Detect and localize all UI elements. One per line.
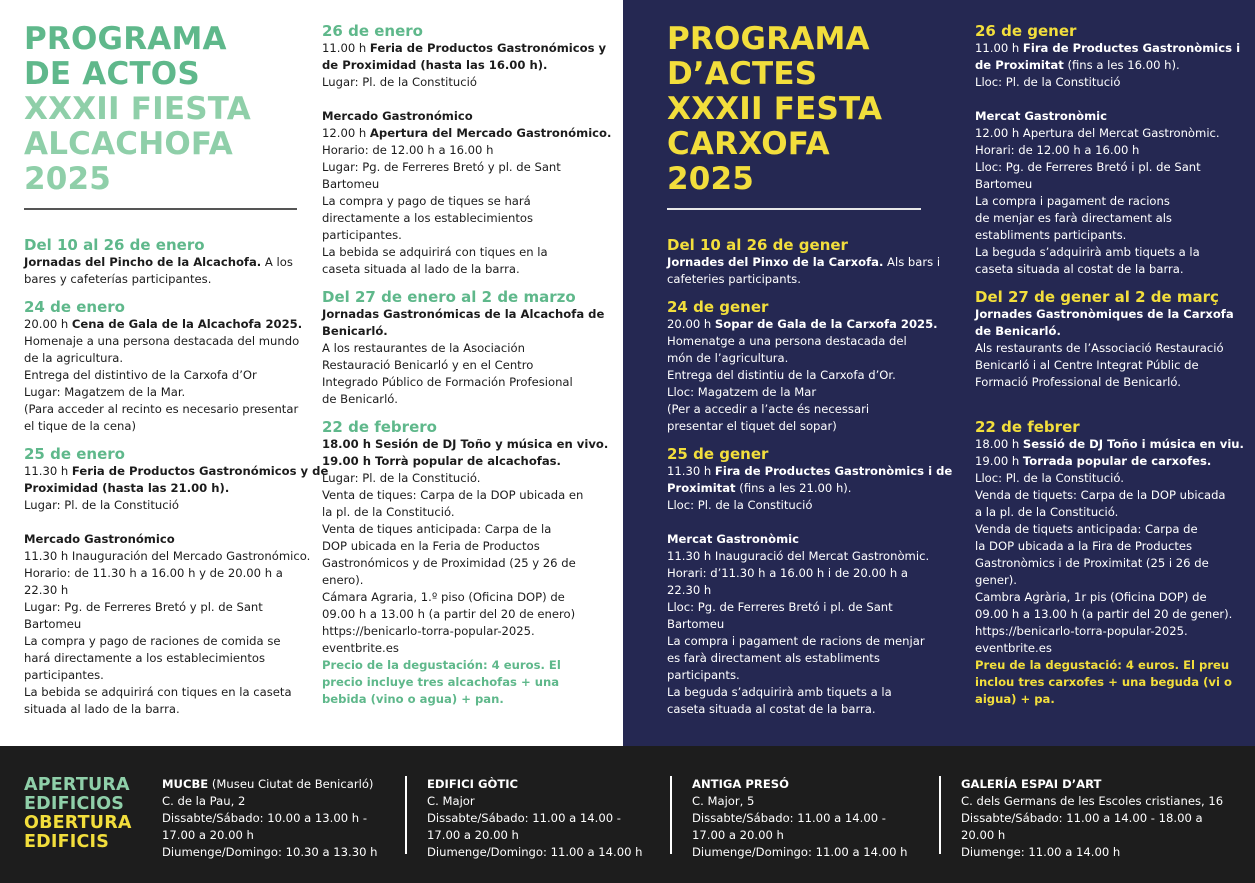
es-event-line: (Para acceder al recinto es necesario presentar [24, 402, 299, 416]
va-event-line: Benicarló i al Centre Integrat Públic de [975, 358, 1199, 372]
footer-title-line: APERTURA [24, 775, 130, 795]
va-program-title [667, 22, 947, 197]
es-event-line: Lugar: Pg. de Ferreres Bretó y pl. de Sant [322, 160, 561, 174]
es-event-line: Cámara Agraria, 1.º piso (Oficina DOP) de [322, 590, 565, 604]
va-event-line: la DOP ubicada a la Fira de Productes [975, 539, 1193, 553]
va-event-line: Gastronòmics i de Proximitat (25 i 26 de [975, 556, 1209, 570]
es-event-line: hará directamente a los establecimientos [24, 651, 266, 665]
es-event-line: Gastronómicos y de Proximidad (25 y 26 de [322, 556, 576, 570]
va-event-line: de Benicarló. [975, 324, 1061, 338]
es-event-line: La bebida se adquirirá con tiques en la caseta [24, 685, 292, 699]
es-section-heading: 26 de enero [322, 22, 423, 40]
va-event-line: participants. [667, 668, 740, 682]
es-subsection-heading: Mercado Gastronómico [322, 109, 473, 123]
es-title-line: 2025 [24, 161, 112, 197]
es-event-line: de Proximidad (hasta las 16.00 h). [322, 58, 548, 72]
es-subsection-heading: Mercado Gastronómico [24, 532, 175, 546]
opening-buildings-footer [0, 746, 1255, 883]
es-title-line: DE ACTOS [24, 56, 200, 92]
es-event-line: de la agricultura. [24, 351, 124, 365]
va-event-line: https://benicarlo-torra-popular-2025. [975, 624, 1188, 638]
es-event-line: La compra y pago de raciones de comida se [24, 634, 281, 648]
es-event-line: 11.00 h Feria de Productos Gastronómicos y [322, 41, 607, 55]
va-event-line: La compra i pagament de racions [975, 194, 1170, 208]
va-event-line: Als restaurants de l’Associació Restauració [975, 341, 1224, 355]
building-hours: Dissabte/Sábado: 10.00 a 13.00 h - [162, 811, 368, 825]
building-name: MUCBE (Museu Ciutat de Benicarló) [162, 777, 374, 791]
va-event-line: 18.00 h Sessió de DJ Toño i música en viu. [975, 437, 1244, 451]
va-subsection-heading: Mercat Gastronòmic [667, 532, 800, 546]
va-event-line: Venda de tiquets anticipada: Carpa de [975, 522, 1198, 536]
es-event-line: Lugar: Pl. de la Constitució. [322, 471, 481, 485]
es-event-line: eventbrite.es [322, 641, 399, 655]
es-event-line: 19.00 h Torrà popular de alcachofas. [322, 454, 561, 468]
es-event-line: Jornadas del Pincho de la Alcachofa. A los [24, 255, 293, 269]
building-address: C. de la Pau, 2 [162, 794, 246, 808]
building-name: EDIFICI GÒTIC [427, 777, 519, 791]
es-event-line: Homenaje a una persona destacada del mundo [24, 334, 300, 348]
va-title-line: 2025 [667, 161, 755, 197]
footer-divider [939, 776, 941, 854]
es-event-line: Lugar: Magatzem de la Mar. [24, 385, 186, 399]
va-title-line: CARXOFA [667, 126, 830, 162]
es-event-line: participantes. [24, 668, 104, 682]
es-column-1 [24, 0, 329, 718]
footer-title-line: EDIFICIS [24, 832, 110, 852]
es-event-line: 22.30 h [24, 583, 69, 597]
va-section-heading: Del 27 de gener al 2 de març [975, 288, 1219, 306]
building-hours: Diumenge/Domingo: 11.00 a 14.00 h [692, 845, 908, 859]
va-section-heading: 25 de gener [667, 445, 769, 463]
va-event-line: Jornades Gastronòmiques de la Carxofa [975, 307, 1234, 321]
building-hours: Diumenge: 11.00 a 14.00 h [961, 845, 1121, 859]
es-price-line: Precio de la degustación: 4 euros. El [322, 658, 561, 672]
building-hours: 17.00 a 20.00 h [427, 828, 519, 842]
va-event-line: Bartomeu [975, 177, 1033, 191]
va-event-line: La beguda s’adquirirà amb tiquets a la [667, 685, 892, 699]
es-title-line: XXXII FIESTA [24, 91, 251, 127]
es-event-line: directamente a los establecimientos [322, 211, 534, 225]
va-event-line: Formació Professional de Benicarló. [975, 375, 1181, 389]
va-section-heading: 26 de gener [975, 22, 1077, 40]
va-event-line: Bartomeu [667, 617, 725, 631]
va-event-line: gener). [975, 573, 1017, 587]
va-event-line: de menjar es farà directament als [975, 211, 1172, 225]
building-address: C. dels Germans de les Escoles cristianes, 16 [961, 794, 1224, 808]
va-event-line: eventbrite.es [975, 641, 1052, 655]
es-event-line: 11.30 h Feria de Productos Gastronómicos y de [24, 464, 329, 478]
va-event-line: presentar el tiquet del sopar) [667, 419, 837, 433]
es-event-line: 09.00 h a 13.00 h (a partir del 20 de enero) [322, 607, 576, 621]
es-event-line: caseta situada al lado de la barra. [322, 262, 520, 276]
es-title-line: PROGRAMA [24, 21, 227, 57]
es-event-line: Proximidad (hasta las 21.00 h). [24, 481, 230, 495]
building-block-antiga-preso [692, 776, 908, 861]
es-event-line: la pl. de la Constitució. [322, 505, 455, 519]
va-price-line: inclou tres carxofes + una beguda (vi o [975, 675, 1232, 689]
building-hours: Dissabte/Sábado: 11.00 a 14.00 - 18.00 a [961, 811, 1203, 825]
es-event-line: bares y cafeterías participantes. [24, 272, 212, 286]
footer-title-line: OBERTURA [24, 813, 132, 833]
va-event-line: 19.00 h Torrada popular de carxofes. [975, 454, 1212, 468]
va-event-line: Lloc: Magatzem de la Mar [667, 385, 817, 399]
va-event-line: Venda de tiquets: Carpa de la DOP ubicada [975, 488, 1226, 502]
es-price-line: precio incluye tres alcachofas + una [322, 675, 560, 689]
va-price-line: aigua) + pa. [975, 692, 1055, 706]
va-event-line: caseta situada al costat de la barra. [975, 262, 1184, 276]
es-event-line: Integrado Público de Formación Profesional [322, 375, 573, 389]
es-event-line: Jornadas Gastronómicas de la Alcachofa de [322, 307, 605, 321]
es-event-line: Venta de tiques anticipada: Carpa de la [322, 522, 552, 536]
es-event-line: Restauració Benicarló y en el Centro [322, 358, 534, 372]
es-section-heading: 22 de febrero [322, 418, 437, 436]
va-section-heading: Del 10 al 26 de gener [667, 236, 848, 254]
va-price-line: Preu de la degustació: 4 euros. El preu [975, 658, 1230, 672]
va-title-line: PROGRAMA [667, 21, 870, 57]
va-event-line: 11.30 h Fira de Productes Gastronòmics i de [667, 464, 953, 478]
va-event-line: a la pl. de la Constitució. [975, 505, 1119, 519]
valencian-program-panel [623, 0, 1255, 746]
es-section-heading: Del 10 al 26 de enero [24, 236, 205, 254]
va-event-line: Entrega del distintiu de la Carxofa d’Or. [667, 368, 896, 382]
es-event-line: DOP ubicada en la Feria de Productos [322, 539, 540, 553]
es-section-heading: Del 27 de enero al 2 de marzo [322, 288, 576, 306]
va-event-line: Horari: de 12.00 h a 16.00 h [975, 143, 1140, 157]
es-event-line: 11.30 h Inauguración del Mercado Gastronómico. [24, 549, 311, 563]
va-event-line: (Per a accedir a l’acte és necessari [667, 402, 870, 416]
va-event-line: Jornades del Pinxo de la Carxofa. Als bars i [667, 255, 941, 269]
es-event-line: situada al lado de la barra. [24, 702, 180, 716]
va-column-2 [975, 22, 1245, 708]
building-name: GALERÍA ESPAI D’ART [961, 777, 1102, 791]
es-event-line: Benicarló. [322, 324, 388, 338]
va-event-line: de Proximitat (fins a les 16.00 h). [975, 58, 1180, 72]
es-section-heading: 24 de enero [24, 298, 125, 316]
es-section-heading: 25 de enero [24, 445, 125, 463]
es-event-line: Bartomeu [322, 177, 380, 191]
es-event-line: Entrega del distintivo de la Carxofa d’Or [24, 368, 257, 382]
va-event-line: 22.30 h [667, 583, 712, 597]
va-column-1 [667, 0, 953, 718]
va-event-line: caseta situada al costat de la barra. [667, 702, 876, 716]
es-event-line: de Benicarló. [322, 392, 398, 406]
building-hours: 17.00 a 20.00 h [162, 828, 254, 842]
va-event-line: La compra i pagament de racions de menjar [667, 634, 925, 648]
va-title-line: D’ACTES [667, 56, 818, 92]
va-event-line: Lloc: Pg. de Ferreres Bretó i pl. de Sant [975, 160, 1201, 174]
building-hours: Diumenge/Domingo: 10.30 a 13.30 h [162, 845, 378, 859]
va-event-line: Horari: d’11.30 h a 16.00 h i de 20.00 h a [667, 566, 909, 580]
va-section-heading: 24 de gener [667, 298, 769, 316]
va-section-heading: 22 de febrer [975, 418, 1080, 436]
va-event-line: 09.00 h a 13.00 h (a partir del 20 de gener). [975, 607, 1233, 621]
es-event-line: Lugar: Pg. de Ferreres Bretó y pl. de Sant [24, 600, 263, 614]
va-event-line: es farà directament als establiments [667, 651, 880, 665]
es-event-line: Lugar: Pl. de la Constitució [322, 75, 477, 89]
va-event-line: 11.30 h Inauguració del Mercat Gastronòmic. [667, 549, 930, 563]
va-event-line: Lloc: Pg. de Ferreres Bretó i pl. de Sant [667, 600, 893, 614]
es-event-line: el tique de la cena) [24, 419, 137, 433]
va-event-line: 12.00 h Apertura del Mercat Gastronòmic. [975, 126, 1220, 140]
footer-title-line: EDIFICIOS [24, 794, 125, 814]
building-hours: 17.00 a 20.00 h [692, 828, 784, 842]
va-event-line: 20.00 h Sopar de Gala de la Carxofa 2025. [667, 317, 938, 331]
va-event-line: cafeteries participants. [667, 272, 801, 286]
es-event-line: 18.00 h Sesión de DJ Toño y música en vivo. [322, 437, 609, 451]
va-event-line: Proximitat (fins a les 21.00 h). [667, 481, 852, 495]
building-block-galeria-espai-dart [961, 776, 1223, 861]
va-event-line: món de l’agricultura. [667, 351, 789, 365]
es-event-line: Horario: de 11.30 h a 16.00 h y de 20.00 h a [24, 566, 283, 580]
va-event-line: Cambra Agrària, 1r pis (Oficina DOP) de [975, 590, 1207, 604]
es-event-line: Venta de tiques: Carpa de la DOP ubicada en [322, 488, 584, 502]
va-event-line: La beguda s’adquirirà amb tiquets a la [975, 245, 1200, 259]
va-event-line: Lloc: Pl. de la Constitució [667, 498, 813, 512]
va-title-divider [667, 208, 921, 210]
building-hours: Diumenge/Domingo: 11.00 a 14.00 h [427, 845, 643, 859]
es-event-line: participantes. [322, 228, 402, 242]
es-event-line: La compra y pago de tiques se hará [322, 194, 531, 208]
es-event-line: 20.00 h Cena de Gala de la Alcachofa 2025. [24, 317, 303, 331]
va-subsection-heading: Mercat Gastronòmic [975, 109, 1108, 123]
spanish-program-panel [0, 0, 623, 746]
es-title-divider [24, 208, 297, 210]
va-event-line: establiments participants. [975, 228, 1127, 242]
building-block-mucbe [162, 776, 378, 861]
building-address: C. Major, 5 [692, 794, 755, 808]
es-event-line: enero). [322, 573, 364, 587]
va-event-line: Homenatge a una persona destacada del [667, 334, 907, 348]
building-name: ANTIGA PRESÓ [692, 777, 789, 791]
va-event-line: Lloc: Pl. de la Constitució [975, 75, 1121, 89]
es-event-line: https://benicarlo-torra-popular-2025. [322, 624, 535, 638]
footer-title [24, 776, 132, 852]
es-event-line: La bebida se adquirirá con tiques en la [322, 245, 548, 259]
es-event-line: Lugar: Pl. de la Constitució [24, 498, 179, 512]
footer-divider [405, 776, 407, 854]
building-block-edifici-gotic [427, 776, 643, 861]
footer-divider [670, 776, 672, 854]
es-event-line: Bartomeu [24, 617, 82, 631]
es-event-line: 12.00 h Apertura del Mercado Gastronómico. [322, 126, 612, 140]
va-title-line: XXXII FESTA [667, 91, 883, 127]
building-hours: Dissabte/Sábado: 11.00 a 14.00 - [427, 811, 621, 825]
es-event-line: Horario: de 12.00 h a 16.00 h [322, 143, 494, 157]
building-hours: Dissabte/Sábado: 11.00 a 14.00 - [692, 811, 886, 825]
building-address: C. Major [427, 794, 475, 808]
es-title-line: ALCACHOFA [24, 126, 233, 162]
es-price-line: bebida (vino o agua) + pan. [322, 692, 504, 706]
va-event-line: Lloc: Pl. de la Constitució. [975, 471, 1124, 485]
es-event-line: A los restaurantes de la Asociación [322, 341, 525, 355]
va-event-line: 11.00 h Fira de Productes Gastronòmics i [975, 41, 1241, 55]
es-column-2 [322, 22, 612, 708]
es-program-title [24, 22, 298, 197]
building-hours: 20.00 h [961, 828, 1006, 842]
